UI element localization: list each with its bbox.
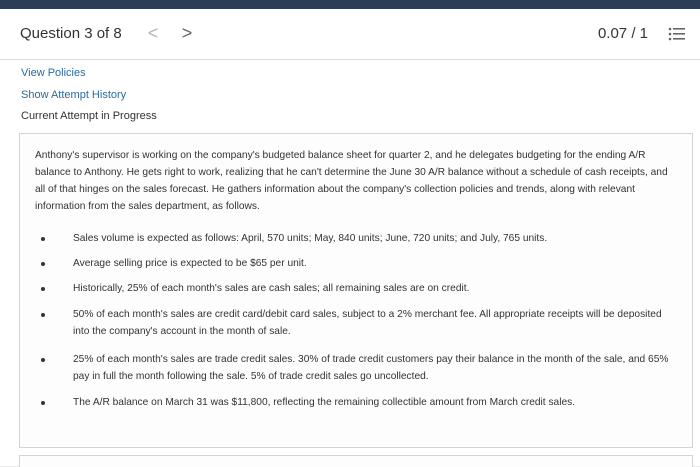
attempt-links bbox=[21, 63, 157, 128]
bullet-icon bbox=[41, 237, 45, 241]
bullet-icon bbox=[41, 358, 45, 362]
question-header bbox=[0, 9, 700, 60]
bullet-icon bbox=[41, 262, 45, 266]
current-attempt-label: Current Attempt in Progress bbox=[21, 110, 157, 122]
score-display: 0.07 / 1 bbox=[597, 25, 648, 42]
next-question-icon[interactable]: > bbox=[181, 23, 193, 43]
bullet-text: Average selling price is expected to be $65 per unit. bbox=[73, 258, 307, 269]
bullet-text: Historically, 25% of each month's sales are cash sales; all remaining sales are on credit. bbox=[73, 283, 470, 294]
bullet-icon bbox=[41, 313, 45, 317]
question-card bbox=[0, 9, 700, 466]
bullet-text: The A/R balance on March 31 was $11,800, reflecting the remaining collectible amount from March credit sales. bbox=[73, 397, 576, 408]
bullet-icon bbox=[41, 287, 45, 291]
bullet-text: Sales volume is expected as follows: April, 570 units; May, 840 units; June, 720 units; and July, 765 units. bbox=[73, 233, 548, 244]
question-content bbox=[19, 133, 693, 448]
question-counter: Question 3 of 8 bbox=[20, 25, 122, 42]
bullet-icon bbox=[41, 401, 45, 405]
previous-question-icon[interactable]: < bbox=[147, 23, 159, 43]
bullet-text: 25% of each month's sales are trade credit sales. 30% of trade credit customers pay their balance in the month of the sale, and 65% pay in full the month following the sale. 5% of trade credit sales go uncollected. bbox=[73, 354, 669, 382]
show-attempt-history-link[interactable]: Show Attempt History bbox=[21, 88, 127, 101]
view-policies-link[interactable]: View Policies bbox=[21, 67, 86, 79]
question-intro-text: Anthony's supervisor is working on the company's budgeted balance sheet for quarter 2, and he delegates budgeting for the ending A/R balance to Anthony. He gets right to work, realizing that he can't determine the June 30 A/R balance without a schedule of cash receipts, and all of that hinges on the sales forecast. He gathers information about the company's collection policies and trends, along with relevant information from the sales department, as follows. bbox=[35, 150, 668, 212]
top-accent-bar bbox=[0, 0, 700, 9]
question-list-icon[interactable] bbox=[668, 26, 686, 42]
next-section-box bbox=[19, 455, 693, 467]
bullet-text: 50% of each month's sales are credit card/debit card sales, subject to a 2% merchant fee. All appropriate receipts will be deposited into the company's account in the month of sale. bbox=[73, 309, 662, 337]
